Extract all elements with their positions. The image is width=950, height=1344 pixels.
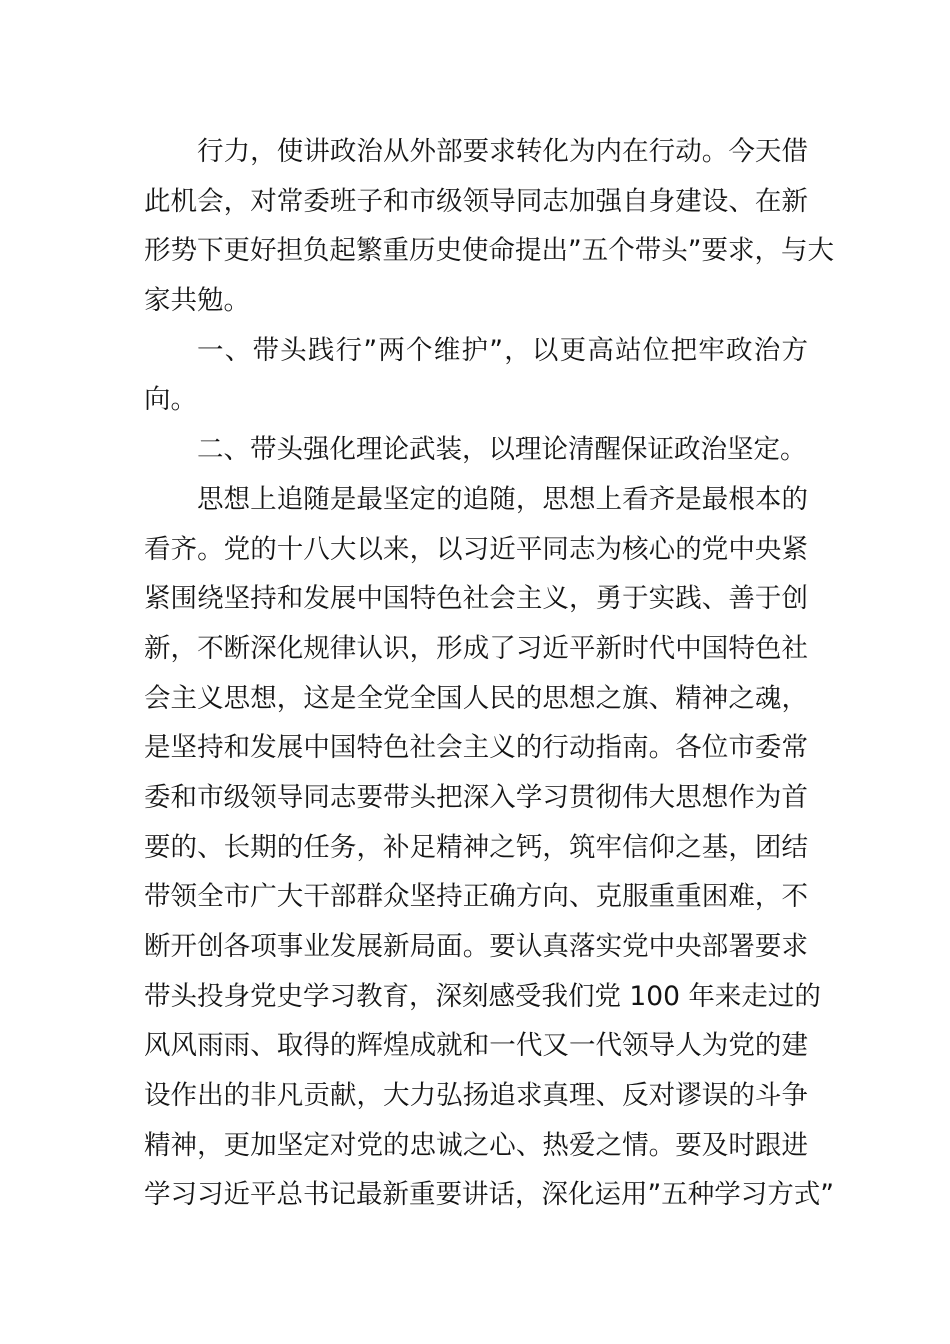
- text-line: 断开创各项事业发展新局面。要认真落实党中央部署要求: [144, 931, 808, 962]
- text-line: 会主义思想，这是全党全国人民的思想之旗、精神之魂，: [144, 682, 808, 714]
- text-line: 风风雨雨、取得的辉煌成就和一代又一代领导人为党的建: [144, 1030, 808, 1062]
- text-line: 带头投身党史学习教育，深刻感受我们党 100 年来走过的: [144, 980, 821, 1012]
- text-line: 设作出的非凡贡献，大力弘扬追求真理、反对谬误的斗争: [144, 1080, 808, 1112]
- text-line: 要的、长期的任务，补足精神之钙，筑牢信仰之基，团结: [144, 831, 808, 863]
- text-line: 行力，使讲政治从外部要求转化为内在行动。今天借: [197, 136, 808, 167]
- text-line: 形势下更好担负起繁重历史使命提出”五个带头”要求，与大: [144, 235, 834, 267]
- text-line: 思想上追随是最坚定的追随，思想上看齐是最根本的: [197, 483, 808, 515]
- paragraph-2: [144, 475, 834, 1220]
- text-line: 此机会，对常委班子和市级领导同志加强自身建设、在新: [144, 185, 808, 217]
- text-line: 带领全市广大干部群众坚持正确方向、克服重重困难，不: [144, 881, 808, 913]
- text-line: 学习习近平总书记最新重要讲话，深化运用”五种学习方式”: [144, 1179, 834, 1211]
- text-line: 二、带头强化理论武装，以理论清醒保证政治坚定。: [197, 434, 807, 466]
- text-line: 家共勉。: [144, 285, 250, 317]
- text-line: 委和市级领导同志要带头把深入学习贯彻伟大思想作为首: [144, 781, 808, 813]
- section-heading-1: [144, 326, 808, 425]
- text-line: 是坚持和发展中国特色社会主义的行动指南。各位市委常: [144, 732, 808, 764]
- text-line: 看齐。党的十八大以来，以习近平同志为核心的党中央紧: [144, 533, 808, 565]
- text-line: 紧围绕坚持和发展中国特色社会主义，勇于实践、善于创: [144, 583, 808, 615]
- section-heading-2: [144, 425, 808, 475]
- text-line: 向。: [144, 384, 197, 416]
- paragraph-1: [144, 127, 834, 326]
- document-body: [144, 127, 834, 1220]
- text-line: 新，不断深化规律认识，形成了习近平新时代中国特色社: [144, 632, 808, 664]
- text-line: 一、带头践行”两个维护”，以更高站位把牢政治方: [197, 334, 808, 366]
- text-line: 精神，更加坚定对党的忠诚之心、热爱之情。要及时跟进: [144, 1129, 808, 1161]
